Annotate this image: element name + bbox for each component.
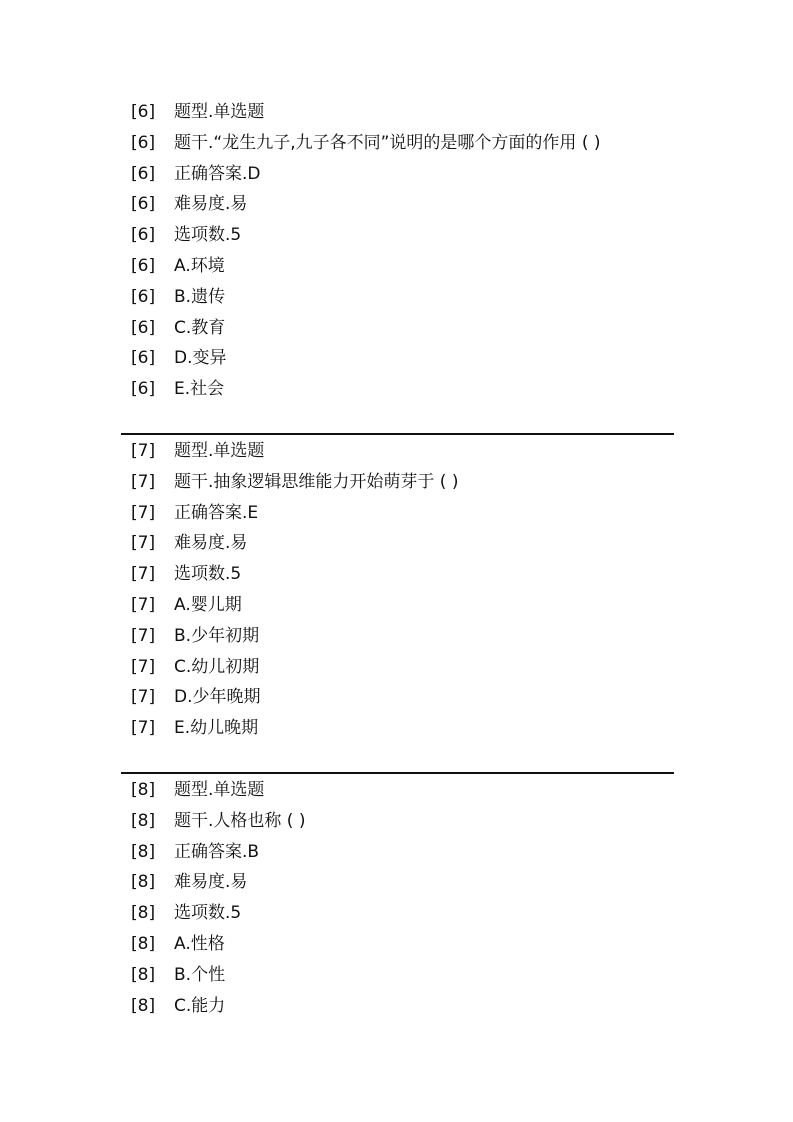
question-line xyxy=(121,775,674,806)
option-d: D.少年晚期 xyxy=(174,687,261,708)
question-number: [8] xyxy=(131,780,156,800)
question-number: [6] xyxy=(131,163,156,184)
question-number: [6] xyxy=(131,194,156,215)
option-d: D.变异 xyxy=(174,348,227,369)
question-line xyxy=(121,343,674,374)
question-line xyxy=(121,929,674,960)
correct-answer: 正确答案.B xyxy=(174,841,260,862)
question-number: [8] xyxy=(131,903,156,924)
question-number: [6] xyxy=(131,255,156,276)
question-line xyxy=(121,621,674,652)
question-number: [7] xyxy=(131,441,156,461)
option-c: C.教育 xyxy=(174,317,226,338)
question-line xyxy=(121,159,674,190)
question-number: [8] xyxy=(131,810,156,831)
question-number: [7] xyxy=(131,594,156,615)
question-block-6 xyxy=(121,97,674,405)
question-line xyxy=(121,652,674,683)
question-line xyxy=(121,220,674,251)
difficulty: 难易度.易 xyxy=(174,533,248,554)
option-a: A.环境 xyxy=(174,255,225,276)
option-a: A.性格 xyxy=(174,933,225,954)
question-line xyxy=(121,282,674,313)
question-number: [6] xyxy=(131,132,156,153)
question-line xyxy=(121,898,674,929)
question-number: [7] xyxy=(131,471,156,492)
difficulty: 难易度.易 xyxy=(174,194,248,215)
question-number: [7] xyxy=(131,687,156,708)
question-stem: 题干.人格也称 ( ) xyxy=(174,810,306,831)
option-a: A.婴儿期 xyxy=(174,594,242,615)
question-line xyxy=(121,97,674,128)
question-line xyxy=(121,867,674,898)
question-number: [6] xyxy=(131,102,156,122)
question-line xyxy=(121,436,674,467)
option-c: C.幼儿初期 xyxy=(174,656,260,677)
option-b: B.个性 xyxy=(174,964,226,985)
question-number: [7] xyxy=(131,564,156,585)
question-block-7 xyxy=(121,436,674,744)
question-line xyxy=(121,590,674,621)
option-count: 选项数.5 xyxy=(174,903,242,924)
question-line xyxy=(121,960,674,991)
question-line xyxy=(121,189,674,220)
question-line xyxy=(121,991,674,1022)
question-line xyxy=(121,374,674,405)
option-e: E.幼儿晚期 xyxy=(174,718,259,739)
question-number: [6] xyxy=(131,317,156,338)
question-stem: 题干.抽象逻辑思维能力开始萌芽于 ( ) xyxy=(174,471,459,492)
question-line xyxy=(121,559,674,590)
question-line xyxy=(121,806,674,837)
difficulty: 难易度.易 xyxy=(174,872,248,893)
question-block-8 xyxy=(121,775,674,1021)
question-line xyxy=(121,682,674,713)
question-type: 题型.单选题 xyxy=(174,102,265,122)
question-number: [7] xyxy=(131,625,156,646)
question-number: [7] xyxy=(131,656,156,677)
question-number: [8] xyxy=(131,933,156,954)
question-number: [7] xyxy=(131,533,156,554)
question-stem: 题干.“龙生九子,九子各不同”说明的是哪个方面的作用 ( ) xyxy=(174,132,601,153)
correct-answer: 正确答案.D xyxy=(174,163,261,184)
question-divider xyxy=(121,772,674,774)
question-line xyxy=(121,251,674,282)
option-b: B.遗传 xyxy=(174,286,226,307)
option-e: E.社会 xyxy=(174,379,225,400)
question-line xyxy=(121,837,674,868)
question-type: 题型.单选题 xyxy=(174,441,265,461)
question-number: [8] xyxy=(131,964,156,985)
question-number: [8] xyxy=(131,841,156,862)
question-line xyxy=(121,467,674,498)
question-line xyxy=(121,498,674,529)
question-type: 题型.单选题 xyxy=(174,780,265,800)
option-b: B.少年初期 xyxy=(174,625,260,646)
option-c: C.能力 xyxy=(174,995,226,1016)
question-number: [8] xyxy=(131,995,156,1016)
option-count: 选项数.5 xyxy=(174,225,242,246)
question-line xyxy=(121,713,674,744)
question-number: [6] xyxy=(131,379,156,400)
question-line xyxy=(121,313,674,344)
question-line xyxy=(121,528,674,559)
question-number: [6] xyxy=(131,348,156,369)
question-number: [6] xyxy=(131,286,156,307)
question-line xyxy=(121,128,674,159)
option-count: 选项数.5 xyxy=(174,564,242,585)
question-divider xyxy=(121,433,674,435)
question-number: [6] xyxy=(131,225,156,246)
question-number: [7] xyxy=(131,718,156,739)
correct-answer: 正确答案.E xyxy=(174,502,259,523)
question-number: [8] xyxy=(131,872,156,893)
question-number: [7] xyxy=(131,502,156,523)
